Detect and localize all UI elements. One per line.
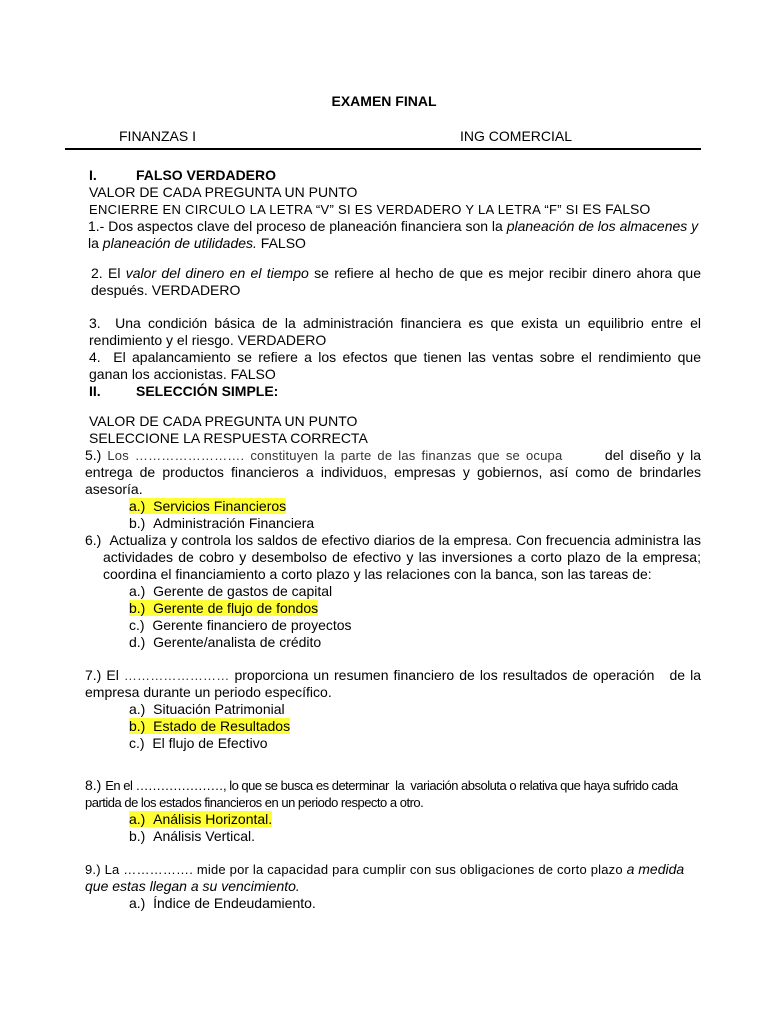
q9-option-a[interactable]: a.) Índice de Endeudamiento. — [129, 895, 316, 911]
question-1: 1.- Dos aspectos clave del proceso de planeación financiera son la planeación de los almacenes y la planeación de utilidades. FALSO — [88, 218, 699, 251]
q8-option-a[interactable] — [129, 811, 701, 828]
q6-option-d[interactable]: d.) Gerente/analista de crédito — [129, 634, 322, 650]
program-name: ING COMERCIAL — [460, 128, 573, 144]
q7-option-c[interactable]: c.) El flujo de Efectivo — [129, 735, 268, 751]
q6-option-a[interactable]: a.) Gerente de gastos de capital — [129, 583, 333, 599]
q7-option-b[interactable] — [129, 718, 701, 735]
q8-option-a-highlighted: a.) Análisis Horizontal. — [129, 811, 273, 827]
q8-stem: En el …………………, lo que se busca es determinar la variación absoluta o relativa que haya sufrido cada partida de los estados financieros en un periodo respecto a otro. — [85, 778, 678, 810]
q5-option-b[interactable]: b.) Administración Financiera — [129, 515, 315, 531]
question-4: 4. El apalancamiento se refiere a los efectos que tienen las ventas sobre el rendimiento que ganan los accionistas. FALSO — [89, 349, 701, 382]
q1-emphasis-2: planeación de utilidades. — [102, 235, 257, 251]
question-6: 6.) Actualiza y controla los saldos de efectivo diarios de la empresa. Con frecuencia administra las actividades de cobro y desembolso de efectivo y las inversiones a corto plazo de la empresa; coordina el financiamiento a corto plazo y las relaciones con la banca, son las tareas de: — [85, 532, 701, 582]
q1-emphasis-1: planeación de los almacenes y — [506, 218, 699, 234]
question-8: 8.) En el …………………, lo que se busca es determinar la variación absoluta o relativa que haya sufrido cada partida de los estados financieros en un periodo respecto a otro. — [85, 777, 678, 810]
header-rule — [65, 148, 701, 150]
q7-option-b-highlighted: b.) Estado de Resultados — [129, 718, 291, 734]
question-5 — [85, 447, 701, 498]
section-2-heading — [89, 383, 701, 400]
q8-option-b[interactable]: b.) Análisis Vertical. — [129, 828, 256, 844]
exam-title: EXAMEN FINAL — [331, 93, 437, 109]
q7-option-a[interactable]: a.) Situación Patrimonial — [129, 701, 285, 717]
q5-option-a[interactable] — [129, 498, 701, 515]
section-2-number: II. — [89, 383, 101, 399]
q5-stem-rest: del diseño y la entrega de productos financieros a individuos, empresas y gobiernos, así como de brindarles asesoría. — [85, 447, 701, 497]
q6-option-c[interactable]: c.) Gerente financiero de proyectos — [129, 617, 352, 633]
q5-option-a-highlighted: a.) Servicios Financieros — [129, 498, 287, 514]
section-1-number: I. — [89, 167, 97, 183]
q5-number: 5.) — [85, 447, 102, 463]
exam-content — [85, 167, 702, 912]
section-1-title: FALSO VERDADERO — [136, 167, 277, 183]
section-1-value-note: VALOR DE CADA PREGUNTA UN PUNTO — [89, 184, 358, 200]
instruction-part-b: ES FALSO — [582, 201, 651, 217]
q9-emphasis: a medida que estas llegan a su vencimiento. — [85, 861, 685, 894]
section-1-instruction — [89, 201, 701, 218]
question-2: 2. El valor del dinero en el tiempo se refiere al hecho de que es mejor recibir dinero ahora que después. VERDADERO — [91, 265, 702, 298]
section-2-title: SELECCIÓN SIMPLE: — [136, 383, 279, 399]
q9-stem: 9.) La ……………. mide por la capacidad para cumplir con sus obligaciones de corto plazo — [85, 862, 627, 877]
section-1-heading — [89, 167, 701, 184]
q2-emphasis: valor del dinero en el tiempo — [125, 265, 309, 281]
question-7: 7.) El …………………… proporciona un resumen financiero de los resultados de operación de la empresa durante un periodo específico. — [85, 667, 701, 700]
instruction-part-a: ENCIERRE EN CIRCULO LA LETRA “V” SI ES VERDADERO Y LA LETRA “F” SI — [89, 202, 579, 217]
q7-blank: …………………… — [123, 668, 230, 683]
question-9 — [85, 861, 701, 895]
q5-stem: Los ……………………. constituyen la parte de las finanzas que se ocupa — [101, 448, 563, 463]
question-3: 3. Una condición básica de la administración financiera es que exista un equilibrio entre el rendimiento y el riesgo. VERDADERO — [89, 315, 701, 348]
q6-option-b-highlighted: b.) Gerente de flujo de fondos — [129, 600, 319, 616]
section-2-instruction: SELECCIONE LA RESPUESTA CORRECTA — [89, 430, 368, 446]
course-name: FINANZAS I — [119, 128, 197, 144]
q6-option-b[interactable] — [129, 600, 701, 617]
section-2-value-note: VALOR DE CADA PREGUNTA UN PUNTO — [89, 413, 358, 429]
